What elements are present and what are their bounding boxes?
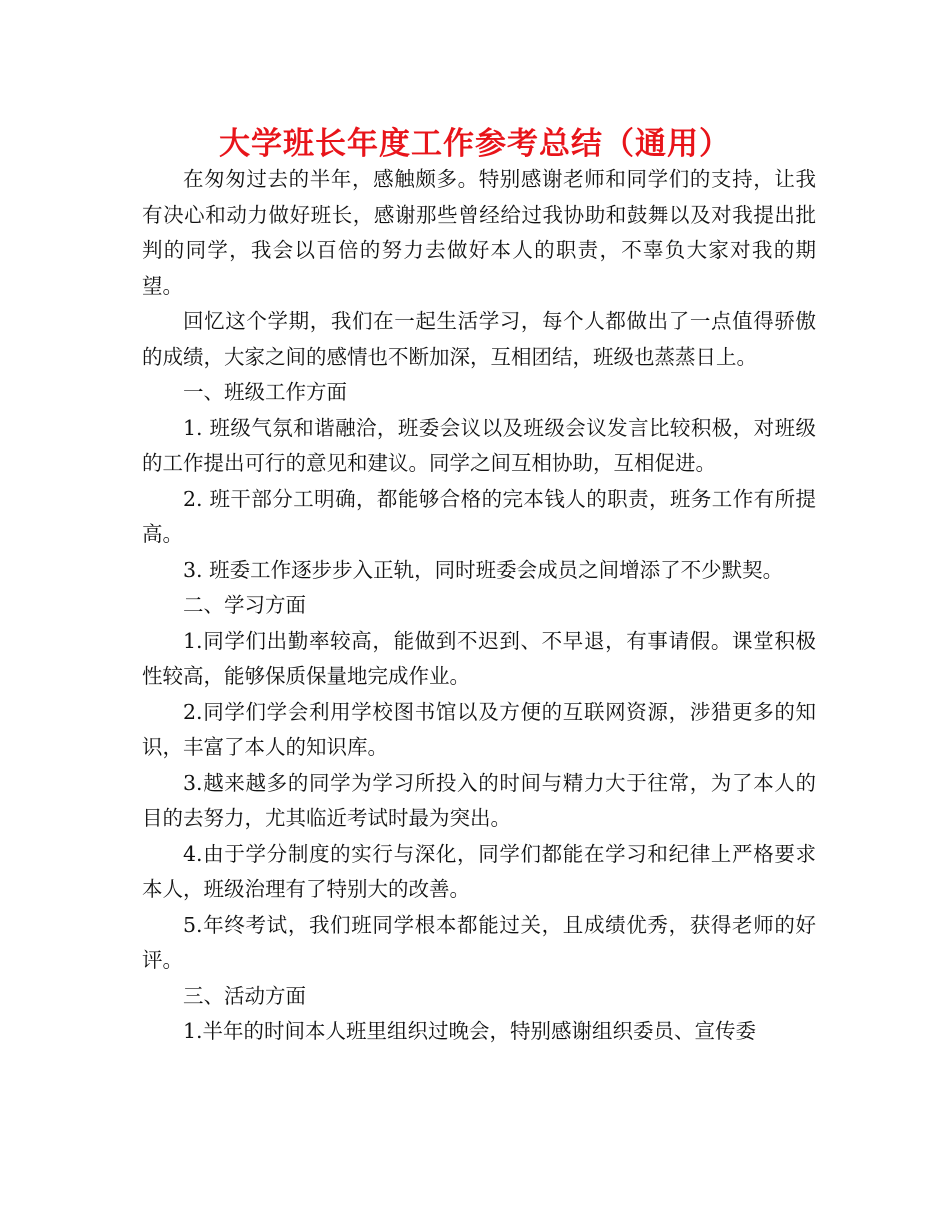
document-body: [142, 162, 816, 1050]
list-item: 3.越来越多的同学为学习所投入的时间与精力大于往常，为了本人的目的去努力，尤其临近考试时最为突出。: [142, 770, 816, 830]
list-item: 1.同学们出勤率较高，能做到不迟到、不早退，有事请假。课堂积极性较高，能够保质保量地完成作业。: [142, 628, 816, 688]
list-item: 1.半年的时间本人班里组织过晚会，特别感谢组织委员、宣传委: [183, 1019, 757, 1043]
list-item: 2. 班干部分工明确，都能够合格的完本钱人的职责，班务工作有所提高。: [142, 486, 816, 546]
section-heading-study: 二、学习方面: [183, 593, 306, 617]
section-heading-class-work: 一、班级工作方面: [183, 380, 347, 404]
document-title: 大学班长年度工作参考总结（通用）: [219, 126, 731, 162]
paragraph-intro: 在匆匆过去的半年，感触颇多。特别感谢老师和同学们的支持，让我有决心和动力做好班长，感谢那些曾经给过我协助和鼓舞以及对我提出批判的同学，我会以百倍的努力去做好本人的职责，不辜负大家对我的期望。: [142, 167, 816, 298]
section-heading-activities: 三、活动方面: [183, 983, 306, 1008]
list-item: 2.同学们学会利用学校图书馆以及方便的互联网资源，涉猎更多的知识，丰富了本人的知识库。: [142, 699, 816, 759]
list-item: 5.年终考试，我们班同学根本都能过关，且成绩优秀，获得老师的好评。: [142, 912, 816, 972]
list-item: 3. 班委工作逐步步入正轨，同时班委会成员之间增添了不少默契。: [183, 557, 784, 582]
paragraph-recall: 回忆这个学期，我们在一起生活学习，每个人都做出了一点值得骄傲的成绩，大家之间的感情也不断加深，互相团结，班级也蒸蒸日上。: [142, 309, 816, 369]
list-item: 1. 班级气氛和谐融洽，班委会议以及班级会议发言比较积极，对班级的工作提出可行的意见和建议。同学之间互相协助，互相促进。: [142, 415, 816, 475]
list-item: 4.由于学分制度的实行与深化，同学们都能在学习和纪律上严格要求本人，班级治理有了特别大的改善。: [142, 841, 816, 901]
